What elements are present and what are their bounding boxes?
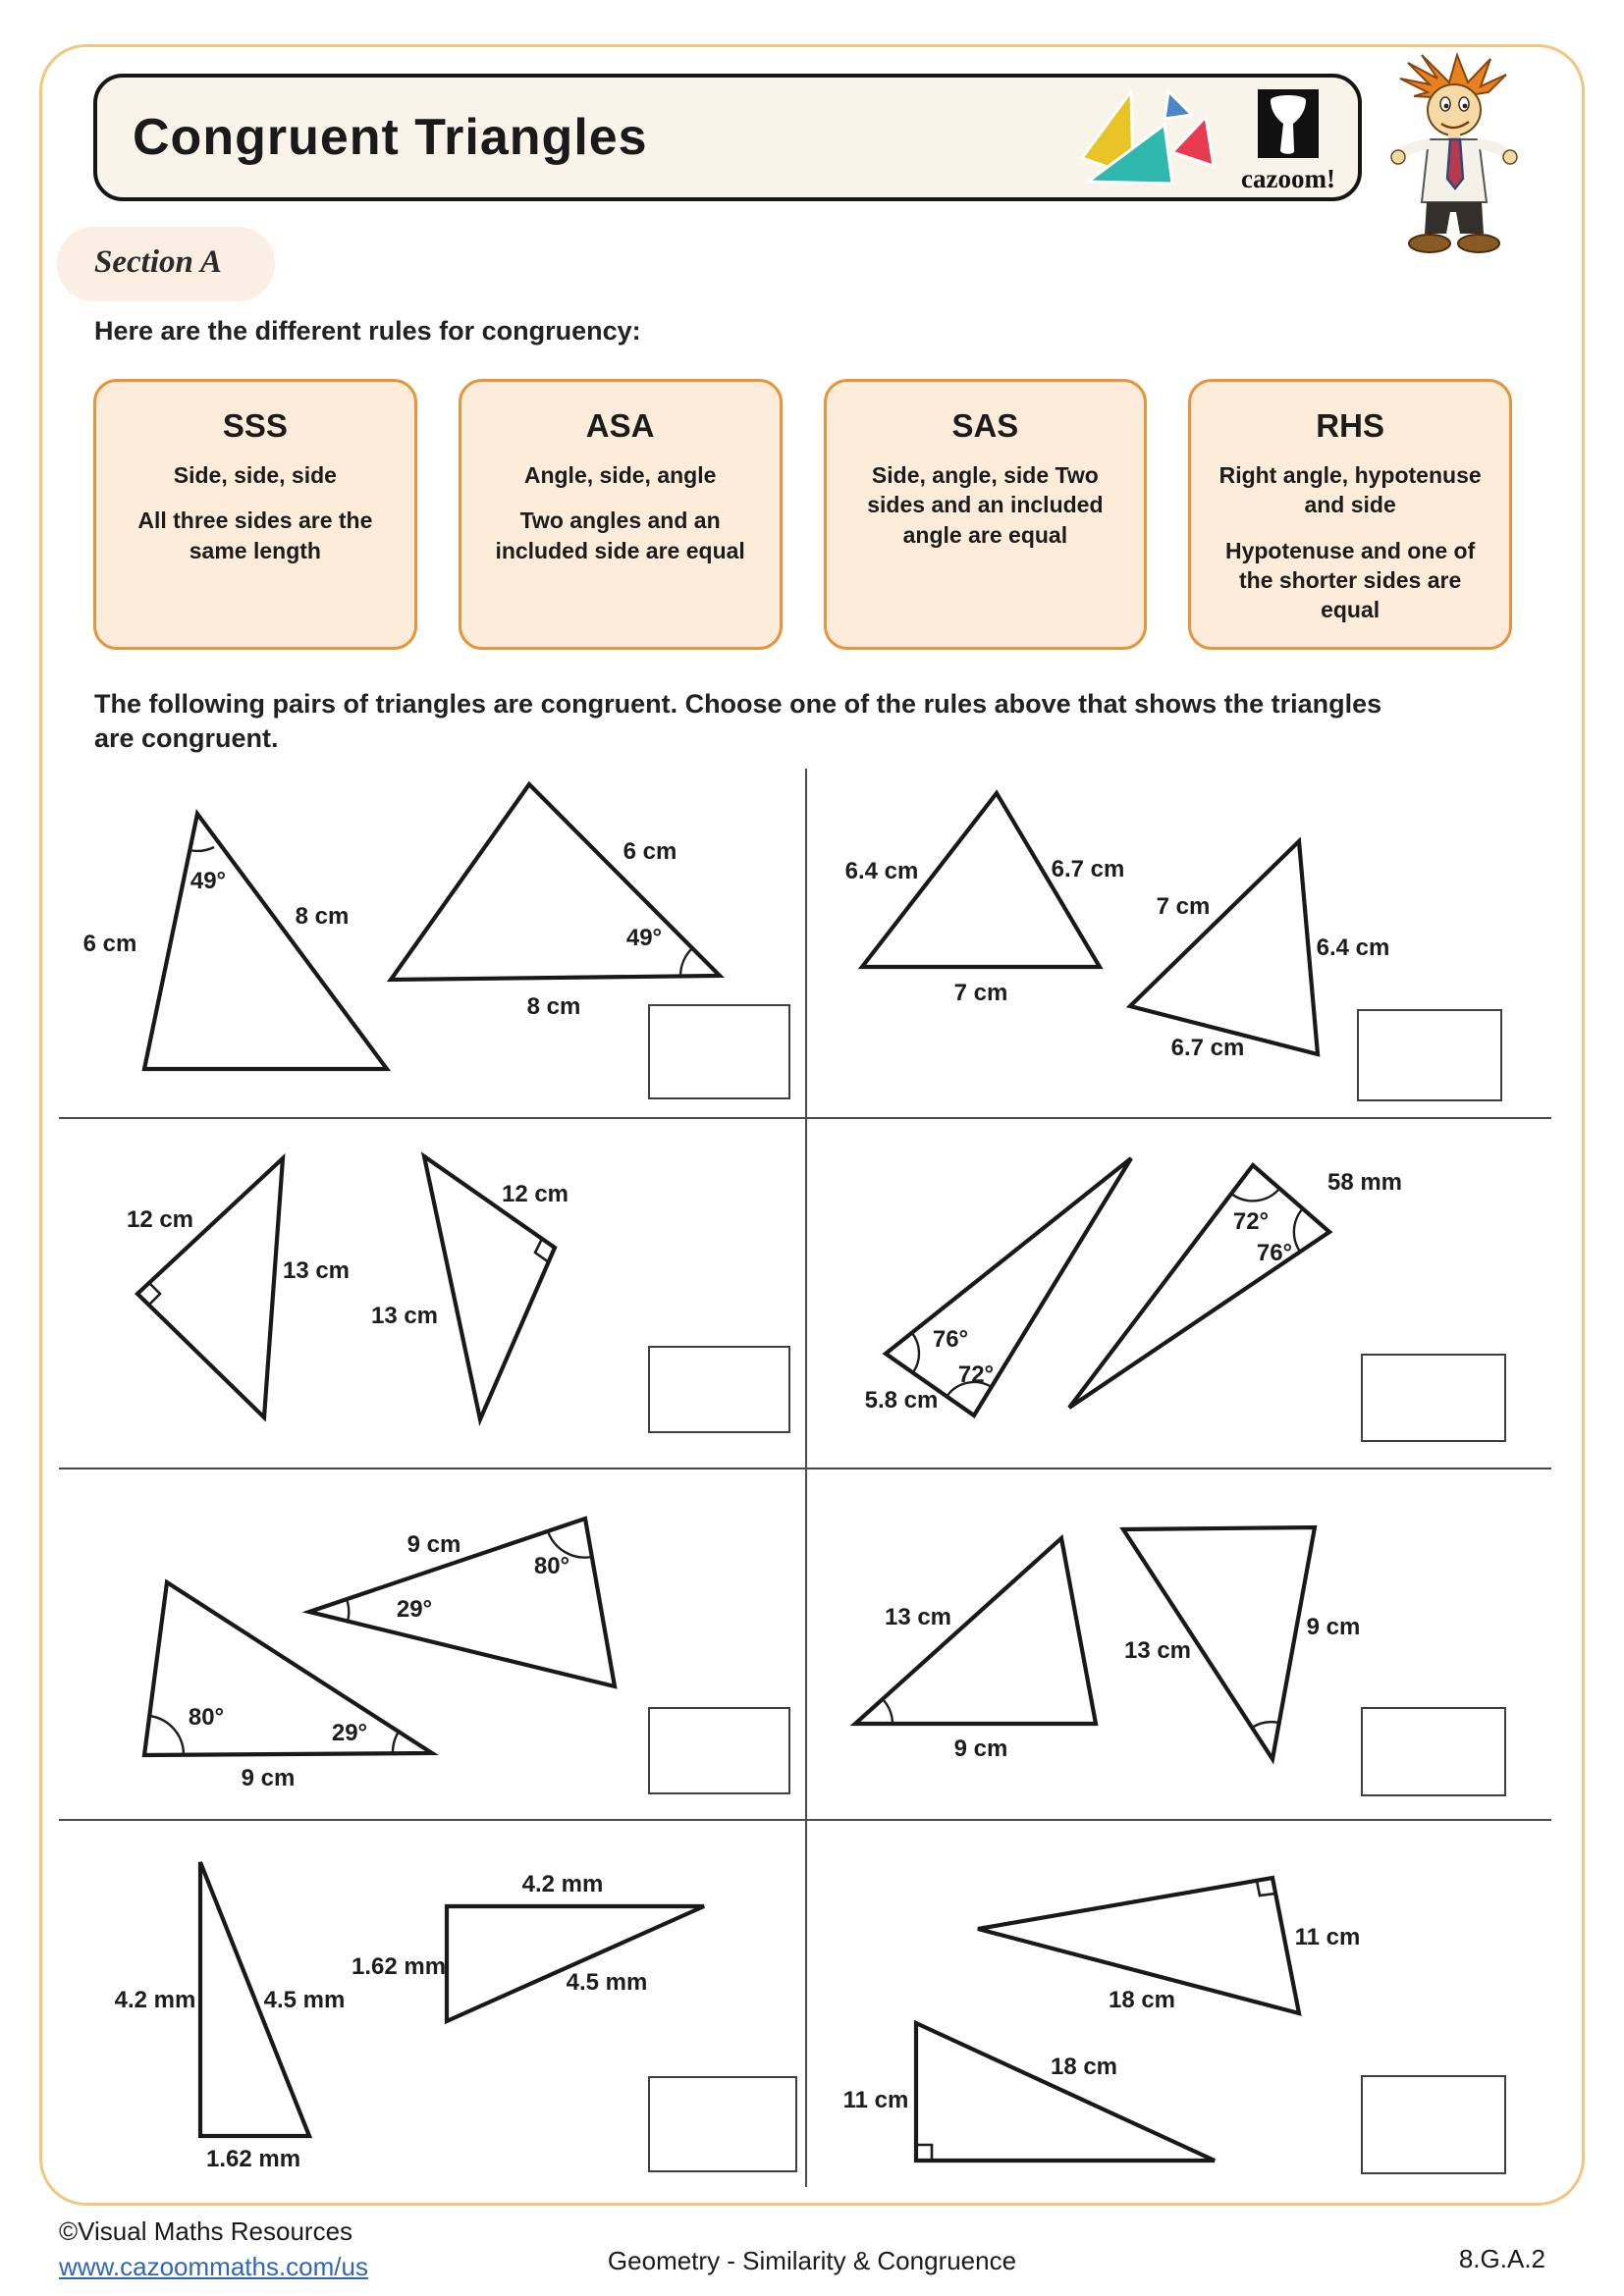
standard-code: 8.G.A.2 bbox=[1458, 2244, 1545, 2273]
angle-arc bbox=[912, 1333, 919, 1372]
right-angle-mark bbox=[149, 1283, 160, 1305]
angle-arc bbox=[680, 948, 692, 976]
intro-text: Here are the different rules for congruency: bbox=[94, 316, 641, 346]
angle-arc bbox=[189, 847, 214, 851]
angle-label: 76° bbox=[1256, 1240, 1293, 1266]
side-label: 9 cm bbox=[406, 1531, 461, 1558]
angle-label: 29° bbox=[331, 1720, 368, 1746]
side-label: 13 cm bbox=[1123, 1637, 1192, 1664]
triangle-outline bbox=[144, 814, 387, 1069]
side-label: 12 cm bbox=[126, 1206, 194, 1233]
page-title: Congruent Triangles bbox=[133, 109, 648, 166]
rule-title: ASA bbox=[585, 407, 655, 444]
footer-topic-text: Geometry - Similarity & Congruence bbox=[607, 2246, 1017, 2275]
rule-box-rhs bbox=[1188, 379, 1512, 650]
answer-box[interactable] bbox=[648, 1346, 790, 1433]
problem-5 bbox=[59, 1469, 807, 1821]
section-label-badge bbox=[57, 227, 275, 301]
rule-text: Two angles and an included side are equal bbox=[495, 507, 745, 563]
side-label: 4.5 mm bbox=[566, 1969, 648, 1996]
side-label: 6.7 cm bbox=[1051, 856, 1125, 882]
side-label: 7 cm bbox=[953, 980, 1008, 1006]
triangles-decoration-icon bbox=[1074, 89, 1221, 197]
side-label: 58 mm bbox=[1326, 1169, 1403, 1196]
answer-box[interactable] bbox=[648, 1707, 790, 1794]
mascot-illustration bbox=[1373, 51, 1535, 259]
triangle-outline bbox=[137, 1158, 283, 1417]
rule-box-sss bbox=[93, 379, 417, 650]
rule-text: Right angle, hypotenuse and side bbox=[1218, 462, 1482, 518]
angle-arc bbox=[149, 1716, 184, 1755]
problem-1 bbox=[59, 769, 807, 1119]
angle-arc bbox=[1294, 1208, 1303, 1252]
side-label: 8 cm bbox=[526, 993, 581, 1020]
problem-4 bbox=[807, 1119, 1551, 1469]
cazoom-logo-text: cazoom! bbox=[1241, 164, 1335, 193]
side-label: 9 cm bbox=[953, 1735, 1008, 1762]
side-label: 7 cm bbox=[1156, 893, 1211, 920]
section-label: Section A bbox=[94, 244, 222, 280]
problem-7 bbox=[59, 1821, 807, 2187]
side-label: 6.7 cm bbox=[1170, 1035, 1245, 1061]
rule-title: RHS bbox=[1316, 407, 1384, 444]
side-label: 1.62 mm bbox=[205, 2146, 301, 2172]
angle-label: 49° bbox=[625, 925, 663, 951]
cazoom-drum-icon bbox=[1224, 89, 1352, 162]
side-label: 6.4 cm bbox=[844, 858, 919, 884]
side-label: 4.2 mm bbox=[114, 1987, 196, 2013]
side-label: 9 cm bbox=[241, 1765, 296, 1791]
side-label: 8 cm bbox=[295, 903, 350, 930]
side-label: 1.62 mm bbox=[351, 1953, 447, 1980]
angle-label: 80° bbox=[188, 1704, 225, 1731]
copyright-text: ©Visual Maths Resources bbox=[59, 2216, 353, 2246]
side-label: 11 cm bbox=[1294, 1924, 1361, 1950]
answer-box[interactable] bbox=[648, 1004, 790, 1099]
problems-grid bbox=[59, 769, 1551, 2187]
side-label: 13 cm bbox=[282, 1257, 351, 1284]
right-angle-mark bbox=[916, 2145, 932, 2161]
rule-text: Angle, side, angle bbox=[523, 462, 717, 488]
side-label: 18 cm bbox=[1050, 2054, 1118, 2080]
side-label: 6.4 cm bbox=[1316, 934, 1390, 961]
triangle-outline bbox=[447, 1906, 704, 2021]
cazoom-logo bbox=[1224, 89, 1352, 195]
side-label: 5.8 cm bbox=[864, 1387, 939, 1414]
side-label: 6 cm bbox=[623, 838, 677, 865]
side-label: 18 cm bbox=[1108, 1987, 1176, 2013]
rule-title: SAS bbox=[951, 407, 1019, 444]
side-label: 9 cm bbox=[1306, 1614, 1361, 1640]
rule-text: Side, angle, side Two sides and an included angle are equal bbox=[867, 462, 1104, 548]
angle-arc bbox=[393, 1732, 399, 1753]
angle-label: 29° bbox=[396, 1596, 433, 1623]
side-label: 13 cm bbox=[370, 1303, 439, 1329]
rule-title: SSS bbox=[222, 407, 288, 444]
angle-arc bbox=[347, 1599, 349, 1622]
side-label: 4.2 mm bbox=[521, 1871, 604, 1897]
answer-box[interactable] bbox=[648, 2076, 797, 2172]
congruency-rules-row bbox=[93, 379, 1512, 650]
triangle-outline bbox=[855, 1538, 1096, 1724]
side-label: 11 cm bbox=[842, 2087, 909, 2113]
triangle-outline bbox=[916, 2023, 1215, 2161]
rule-text: Hypotenuse and one of the shorter sides are equal bbox=[1224, 537, 1476, 623]
answer-box[interactable] bbox=[1361, 1707, 1506, 1796]
side-label: 12 cm bbox=[501, 1181, 569, 1207]
angle-label: 80° bbox=[533, 1553, 570, 1579]
problem-3 bbox=[59, 1119, 807, 1469]
triangle-outline bbox=[309, 1519, 615, 1686]
rule-text: Side, side, side bbox=[173, 462, 337, 488]
triangle-outline bbox=[391, 784, 720, 980]
worksheet-header bbox=[93, 74, 1362, 201]
answer-box[interactable] bbox=[1357, 1009, 1502, 1101]
side-label: 13 cm bbox=[884, 1604, 952, 1630]
angle-arc bbox=[1231, 1189, 1279, 1201]
rule-box-sas bbox=[824, 379, 1148, 650]
triangle-outline bbox=[1130, 841, 1318, 1054]
angle-arc bbox=[1252, 1722, 1279, 1728]
angle-label: 76° bbox=[932, 1326, 969, 1353]
triangle-outline bbox=[1069, 1165, 1329, 1408]
website-link[interactable]: www.cazoommaths.com/us bbox=[59, 2252, 368, 2281]
rule-text: All three sides are the same length bbox=[137, 507, 373, 563]
answer-box[interactable] bbox=[1361, 1354, 1506, 1442]
side-label: 6 cm bbox=[82, 931, 137, 957]
side-label: 4.5 mm bbox=[263, 1987, 346, 2013]
angle-label: 72° bbox=[1232, 1208, 1270, 1235]
problem-8 bbox=[807, 1821, 1551, 2187]
angle-label: 49° bbox=[189, 868, 227, 894]
angle-label: 72° bbox=[957, 1362, 995, 1388]
problem-2 bbox=[807, 769, 1551, 1119]
rule-box-asa bbox=[459, 379, 783, 650]
answer-box[interactable] bbox=[1361, 2075, 1506, 2174]
problem-6 bbox=[807, 1469, 1551, 1821]
instructions-text: The following pairs of triangles are congruent. Choose one of the rules above that shows the triangles are congruent. bbox=[94, 689, 1382, 754]
angle-arc bbox=[883, 1699, 893, 1724]
